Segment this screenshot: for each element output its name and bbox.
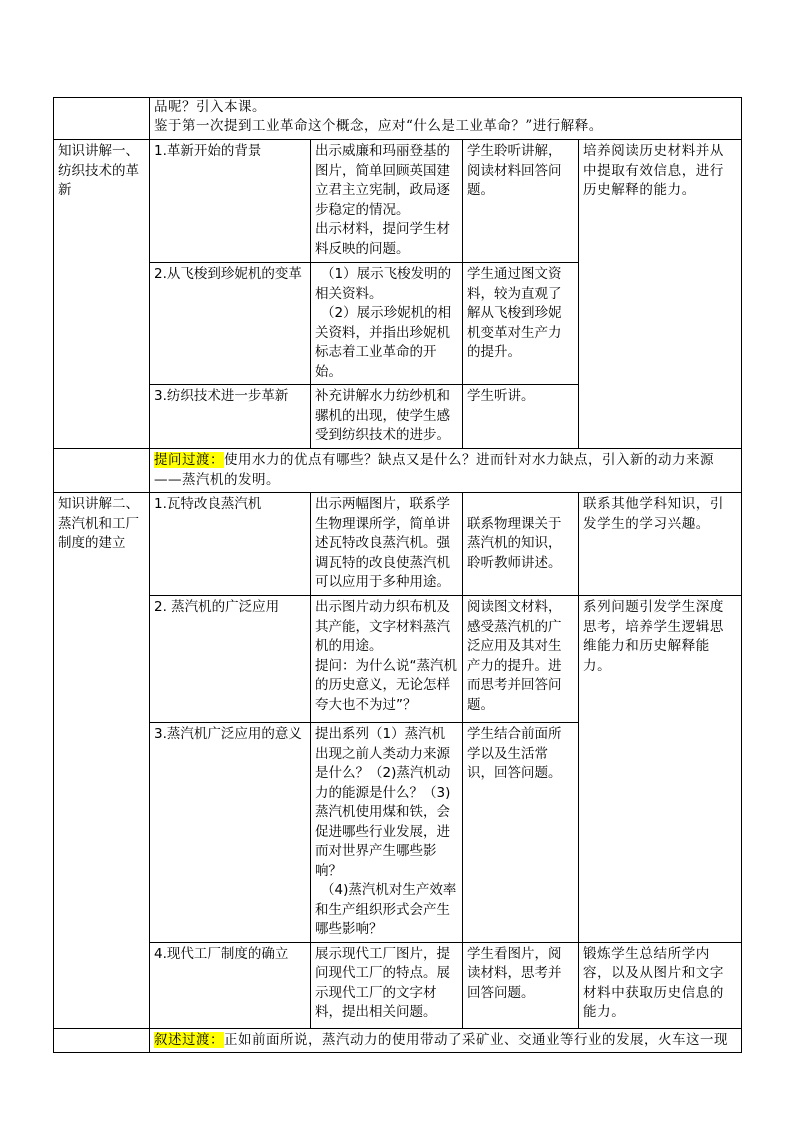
teacher-activity-cell [311, 723, 463, 943]
transition-cell [150, 449, 742, 493]
transition-row [54, 449, 742, 493]
table-row [54, 493, 742, 596]
design-intent-cell: 联系其他学科知识，引发学生的学习兴趣。 [579, 493, 742, 596]
student-activity-cell: 学生聆听讲解，阅读材料回答问题。 [463, 140, 579, 263]
content-cell: 1.瓦特改良蒸汽机 [150, 493, 311, 596]
student-activity-cell: 学生通过图文资料，较为直观了解从飞梭到珍妮机变革对生产力的提升。 [463, 263, 579, 385]
lesson-plan-table [53, 97, 742, 1053]
section-topic: 知识讲解一、纺织技术的革新 [54, 140, 150, 449]
design-intent-cell: 系列问题引发学生深度思考，培养学生逻辑思维能力和历史解释能力。 [579, 596, 742, 943]
intro-row [54, 98, 742, 140]
content-cell: 2. 蒸汽机的广泛应用 [150, 596, 311, 723]
empty-topic-cell [54, 98, 150, 140]
design-intent-cell: 锻炼学生总结所学内容，以及从图片和文字材料中获取历史信息的能力。 [579, 942, 742, 1028]
transition-label: 叙述过渡： [154, 1031, 224, 1048]
empty-topic-cell [54, 449, 150, 493]
teacher-text: 出示材料，提问学生材料反映的问题。 [315, 221, 450, 257]
teacher-text: （4)蒸汽机对生产效率和生产组织形式会产生哪些影响？ [315, 882, 457, 937]
intro-line: 鉴于第一次提到工业革命这个概念，应对“什么是工业革命？”进行解释。 [154, 118, 603, 134]
intro-cell [150, 98, 742, 140]
content-cell: 4.现代工厂制度的确立 [150, 942, 311, 1028]
empty-topic-cell [54, 1028, 150, 1053]
transition-label: 提问过渡： [154, 452, 224, 468]
transition-text: 正如前面所说，蒸汽动力的使用带动了采矿业、交通业等行业的发展，火车这一现 [224, 1031, 728, 1048]
content-cell: 3.蒸汽机广泛应用的意义 [150, 723, 311, 943]
student-activity-cell: 学生看图片，阅读材料，思考并回答问题。 [463, 942, 579, 1028]
teacher-activity-cell: 出示两幅图片，联系学生物理课所学，简单讲述瓦特改良蒸汽机。强调瓦特的改良使蒸汽机可以应用于多种用途。 [311, 493, 463, 596]
teacher-text: 出示威廉和玛丽登基的图片，简单回顾英国建立君主立宪制，政局逐步稳定的情况。 [315, 143, 450, 218]
table-row [54, 942, 742, 1028]
transition-row [54, 1028, 742, 1053]
content-cell: 3.纺织技术进一步革新 [150, 385, 311, 449]
teacher-activity-cell [311, 263, 463, 385]
transition-cell [150, 1028, 742, 1053]
intro-line: 品呢？引入本课。 [154, 99, 266, 115]
teacher-text: 提问：为什么说“蒸汽机的历史意义，无论怎样夸大也不为过”？ [315, 657, 457, 713]
content-cell: 1.革新开始的背景 [150, 140, 311, 263]
design-intent-cell: 培养阅读历史材料并从中提取有效信息，进行历史解释的能力。 [579, 140, 742, 449]
transition-text: 使用水力的优点有哪些？缺点又是什么？进而针对水力缺点，引入新的动力来源——蒸汽机的发明。 [154, 452, 714, 488]
table-row [54, 596, 742, 723]
student-activity-cell: 学生结合前面所学以及生活常识，回答问题。 [463, 723, 579, 943]
teacher-text: 出示图片动力织布机及其产能，文字材料蒸汽机的用途。 [315, 599, 450, 654]
teacher-activity-cell [311, 140, 463, 263]
section-topic: 知识讲解二、蒸汽机和工厂制度的建立 [54, 493, 150, 1029]
teacher-text: 提出系列（1）蒸汽机出现之前人类动力来源是什么？（2)蒸汽机动力的能源是什么？（3)蒸汽机使用煤和铁，会促进哪些行业发展，进而对世界产生哪些影响？ [315, 726, 451, 879]
student-activity-cell: 学生听讲。 [463, 385, 579, 449]
teacher-text: （2）展示珍妮机的相关资料，并指出珍妮机标志着工业革命的开始。 [315, 305, 452, 380]
student-activity-cell: 联系物理课关于蒸汽机的知识，聆听教师讲述。 [463, 493, 579, 596]
teacher-text: （1）展示飞梭发明的相关资料。 [315, 266, 452, 302]
teacher-activity-cell: 展示现代工厂图片，提问现代工厂的特点。展示现代工厂的文字材料，提出相关问题。 [311, 942, 463, 1028]
table-row [54, 140, 742, 263]
teacher-activity-cell [311, 596, 463, 723]
content-cell: 2.从飞梭到珍妮机的变革 [150, 263, 311, 385]
teacher-activity-cell: 补充讲解水力纺纱机和骡机的出现，使学生感受到纺织技术的进步。 [311, 385, 463, 449]
student-activity-cell: 阅读图文材料，感受蒸汽机的广泛应用及其对生产力的提升。进而思考并回答问题。 [463, 596, 579, 723]
